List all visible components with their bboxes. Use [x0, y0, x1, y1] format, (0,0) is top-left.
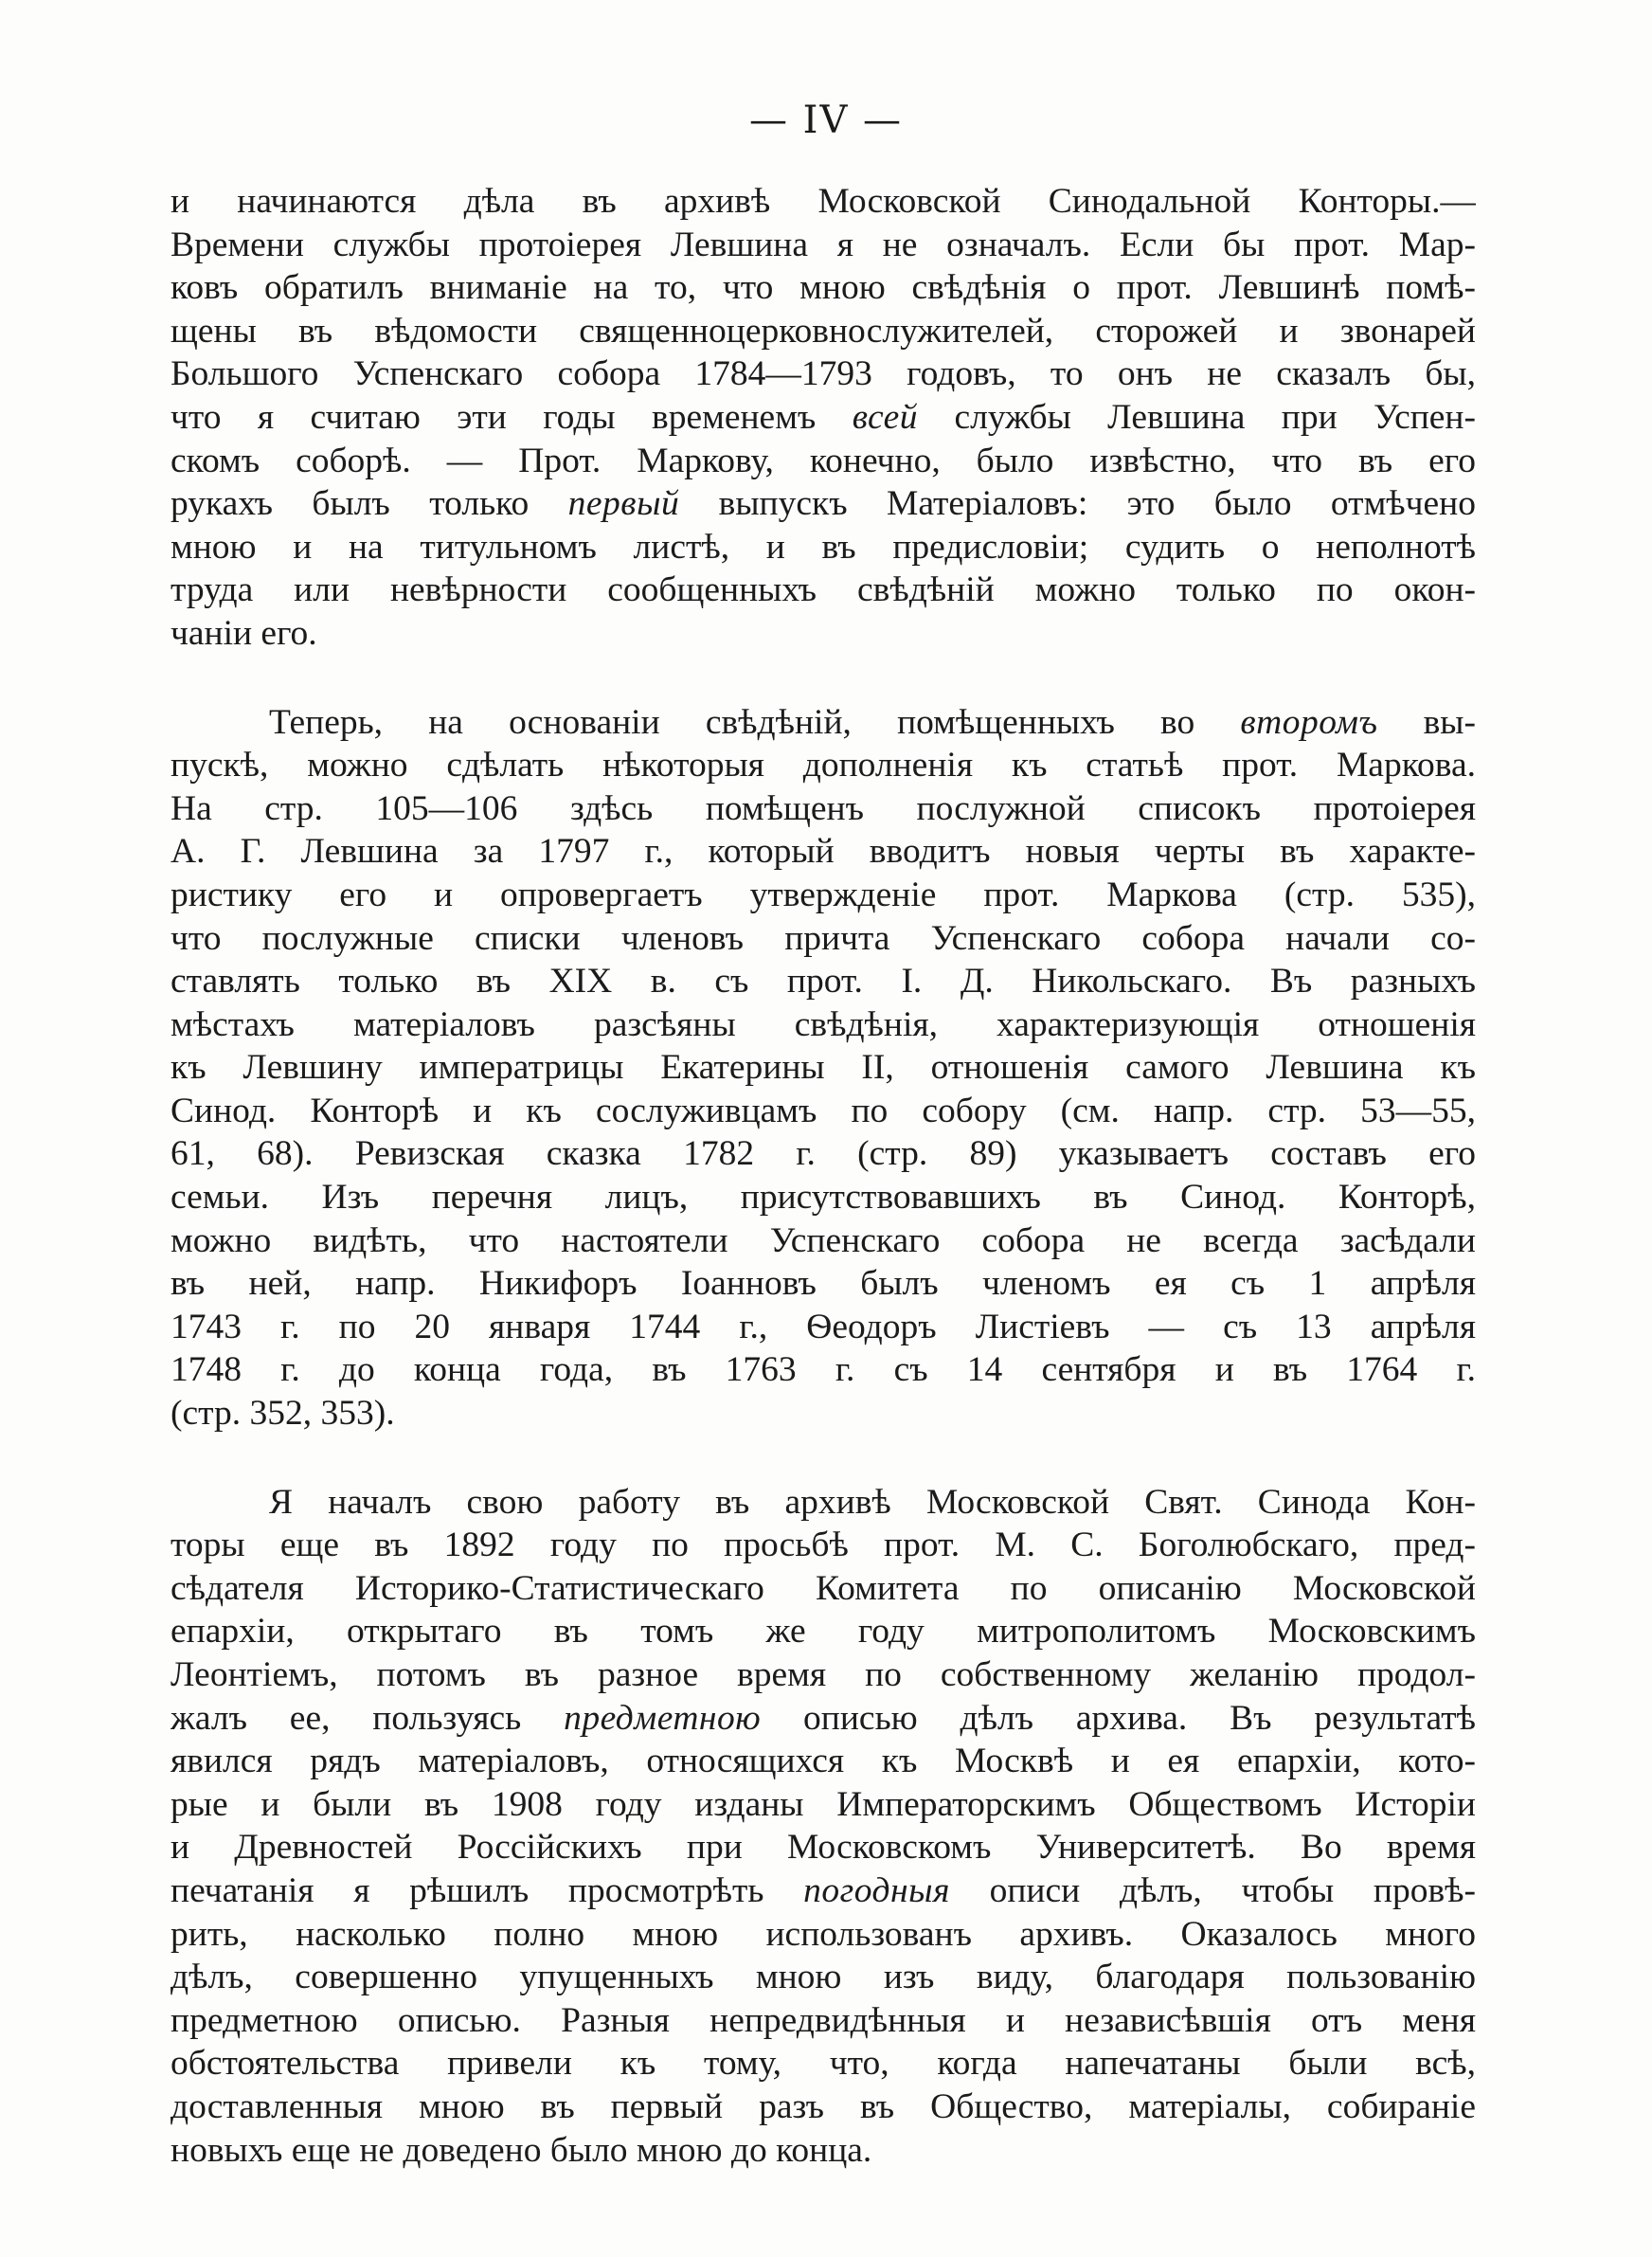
text-line: обстоятельства привели къ тому, что, когда напечатаны были всѣ,	[171, 2044, 1476, 2084]
text-line: рукахъ былъ только первый выпускъ Матеріаловъ: это было отмѣчено	[171, 484, 1476, 524]
emphasized-word: первый	[567, 484, 680, 524]
text-line: сѣдателя Историко-Статистическаго Комитета по описанію Московской	[171, 1568, 1476, 1608]
text-line: торы еще въ 1892 году по просьбѣ прот. М. С. Боголюбскаго, пред-	[171, 1526, 1476, 1565]
text-line: можно видѣть, что настоятели Успенскаго собора не всегда засѣдали	[171, 1220, 1476, 1260]
text-line: ставлять только въ XIX в. съ прот. І. Д. Никольскаго. Въ разныхъ	[171, 962, 1476, 1002]
text-line: Леонтіемъ, потомъ въ разное время по собственному желанію продол-	[171, 1655, 1476, 1694]
text-line: рые и были въ 1908 году изданы Императорскимъ Обществомъ Исторіи	[171, 1784, 1476, 1824]
text-line: На стр. 105—106 здѣсь помѣщенъ послужной списокъ протоіерея	[171, 788, 1476, 828]
paragraph	[171, 701, 1476, 1435]
paragraph	[171, 1481, 1476, 2173]
text-line: въ ней, напр. Никифоръ Іоанновъ былъ членомъ ея съ 1 апрѣля	[171, 1264, 1476, 1304]
text-line: скомъ соборѣ. — Прот. Маркову, конечно, было извѣстно, что въ его	[171, 441, 1476, 480]
text-line: ристику его и опровергаетъ утвержденіе прот. Маркова (стр. 535),	[171, 875, 1476, 914]
text-line: Теперь, на основаніи свѣдѣній, помѣщенныхъ во второмъ вы-	[269, 702, 1476, 742]
text-line: и начинаются дѣла въ архивѣ Московской Синодальной Конторы.—	[171, 182, 1476, 221]
text-line: что послужные списки членовъ причта Успенскаго собора начали со-	[171, 918, 1476, 958]
paragraph	[171, 180, 1476, 656]
text-line: 61, 68). Ревизская сказка 1782 г. (стр. 89) указываетъ составъ его	[171, 1134, 1476, 1174]
text-line: явился рядъ матеріаловъ, относящихся къ Москвѣ и ея епархіи, кото-	[171, 1742, 1476, 1781]
text-line: (стр. 352, 353).	[171, 1394, 395, 1434]
text-line: Я началъ свою работу въ архивѣ Московской Свят. Синода Кон-	[269, 1482, 1476, 1522]
text-line: доставленныя мною въ первый разъ въ Общество, матеріалы, собираніе	[171, 2086, 1476, 2126]
body-text	[171, 180, 1476, 2172]
text-line: 1748 г. до конца года, въ 1763 г. съ 14 сентября и въ 1764 г.	[171, 1350, 1476, 1390]
page-number: — IV —	[748, 99, 904, 142]
text-line: Синод. Конторѣ и къ сослуживцамъ по собору (см. напр. стр. 53—55,	[171, 1091, 1476, 1130]
text-line: что я считаю эти годы временемъ всей службы Левшина при Успен-	[171, 397, 1476, 437]
text-line: А. Г. Левшина за 1797 г., который вводитъ новыя черты въ характе-	[171, 832, 1476, 872]
text-line: Времени службы протоіерея Левшина я не означалъ. Если бы прот. Мар-	[171, 225, 1476, 264]
text-line: чаніи его.	[171, 613, 317, 653]
text-line: жалъ ее, пользуясь предметною описью дѣлъ архива. Въ результатѣ	[171, 1698, 1476, 1738]
text-line: Большого Успенскаго собора 1784—1793 годовъ, то онъ не сказалъ бы,	[171, 354, 1476, 394]
text-line: рить, насколько полно мною использованъ архивъ. Оказалось много	[171, 1914, 1476, 1954]
text-line: епархіи, открытаго въ томъ же году митрополитомъ Московскимъ	[171, 1612, 1476, 1652]
text-line: новыхъ еще не доведено было мною до конца.	[171, 2130, 872, 2170]
text-line: труда или невѣрности сообщенныхъ свѣдѣній можно только по окон-	[171, 570, 1476, 610]
text-line: 1743 г. по 20 января 1744 г., Ѳеодоръ Листіевъ — съ 13 апрѣля	[171, 1307, 1476, 1346]
paragraph-gap	[171, 1435, 1476, 1481]
text-line: мѣстахъ матеріаловъ разсѣяны свѣдѣнія, характеризующія отношенія	[171, 1004, 1476, 1044]
emphasized-word: второмъ	[1240, 702, 1378, 742]
text-line: печатанія я рѣшилъ просмотрѣть погодныя описи дѣлъ, чтобы провѣ-	[171, 1870, 1476, 1910]
text-line: щены въ вѣдомости священноцерковнослужителей, сторожей и звонарей	[171, 311, 1476, 351]
text-line: семьи. Изъ перечня лицъ, присутствовавшихъ въ Синод. Конторѣ,	[171, 1178, 1476, 1218]
text-line: предметною описью. Разныя непредвидѣнныя и независѣвшія отъ меня	[171, 2000, 1476, 2040]
paragraph-gap	[171, 656, 1476, 701]
emphasized-word: погодныя	[803, 1870, 950, 1910]
text-line: мною и на титульномъ листѣ, и въ предисловіи; судить о неполнотѣ	[171, 527, 1476, 567]
text-line: ковъ обратилъ вниманіе на то, что мною свѣдѣнія о прот. Левшинѣ помѣ-	[171, 268, 1476, 308]
emphasized-word: предметною	[564, 1698, 762, 1738]
text-line: пускѣ, можно сдѣлать нѣкоторыя дополненія къ статьѣ прот. Маркова.	[171, 746, 1476, 785]
text-line: и Древностей Россійскихъ при Московскомъ Университетѣ. Во время	[171, 1828, 1476, 1868]
text-line: къ Левшину императрицы Екатерины II, отношенія самого Левшина къ	[171, 1048, 1476, 1088]
text-line: дѣлъ, совершенно упущенныхъ мною изъ виду, благодаря пользованію	[171, 1958, 1476, 1997]
emphasized-word: всей	[852, 397, 919, 437]
